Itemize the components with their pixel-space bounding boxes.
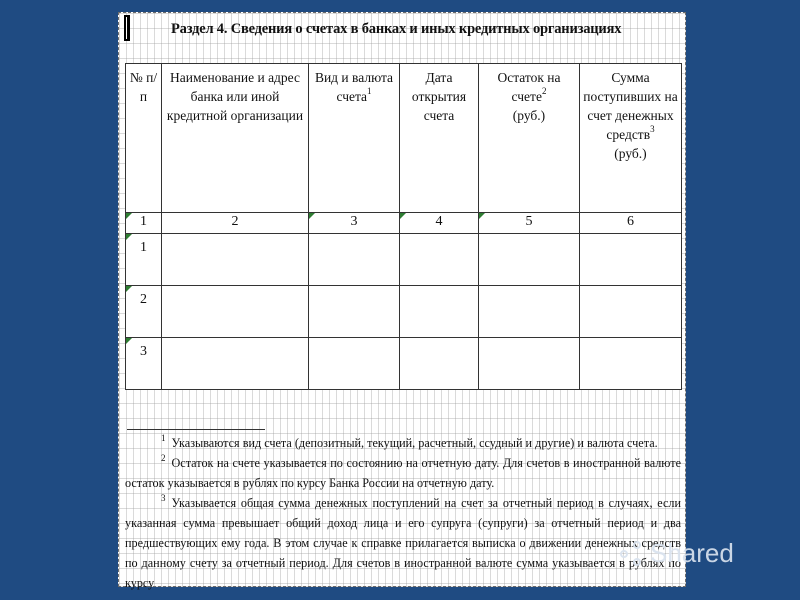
table-header-row (126, 64, 682, 213)
footnote-1: $^1$ Указываются вид счета (депозитный, текущий, расчетный, ссудный и другие) и валюта счета. (161, 433, 658, 450)
cell-cursor-marker (124, 15, 130, 41)
watermark-text: Shared (650, 538, 734, 568)
footnote-divider (127, 429, 265, 430)
footnote-3: $^3$ Указывается общая сумма денежных поступлений на счет за отчетный период в случаях, если указанная сумма превышает общий доход лица и его супруга (супруги) за отчетный период и два предшествующих ему года. В этом случае к справке прилагается выписка о движении денежных средств по данному счету за отчетный период. Для счетов в иностранной валюте сумма указывается в рублях по курсу (125, 493, 681, 590)
footnotes (125, 433, 681, 593)
header-cell-balance: Остаток на счете$^2$ (руб.) (479, 64, 580, 213)
table-cell[interactable] (479, 234, 580, 286)
header-cell-bank: Наименование и адрес банка или иной кредитной организации (162, 64, 309, 213)
table-cell[interactable] (580, 286, 682, 338)
share-icon (620, 541, 646, 567)
table-row (126, 338, 682, 390)
column-number-row (126, 213, 682, 234)
column-number: 6 (580, 213, 682, 234)
table-row (126, 286, 682, 338)
accounts-table (125, 63, 682, 390)
table-cell[interactable] (309, 338, 400, 390)
footnote-2: $^2$ Остаток на счете указывается по состоянию на отчетную дату. Для счетов в иностранной валюте остаток указывается в рублях по курсу Банка России на отчетную дату. (125, 453, 681, 490)
table-cell[interactable] (479, 338, 580, 390)
row-number: 2 (126, 286, 162, 338)
header-cell-received-sum: Сумма поступивших на счет денежных средств$^3$ (руб.) (580, 64, 682, 213)
row-number: 1 (126, 234, 162, 286)
column-number: 1 (126, 213, 162, 234)
column-number: 5 (479, 213, 580, 234)
table-cell[interactable] (162, 234, 309, 286)
table-row (126, 234, 682, 286)
header-cell-account-type: Вид и валюта счета$^1$ (309, 64, 400, 213)
table-cell[interactable] (580, 338, 682, 390)
table-cell[interactable] (580, 234, 682, 286)
header-cell-open-date: Дата открытия счета (400, 64, 479, 213)
table-cell[interactable] (309, 234, 400, 286)
table-cell[interactable] (479, 286, 580, 338)
table-cell[interactable] (162, 286, 309, 338)
table-cell[interactable] (162, 338, 309, 390)
row-number: 3 (126, 338, 162, 390)
table-cell[interactable] (400, 338, 479, 390)
watermark (620, 538, 734, 569)
table-cell[interactable] (309, 286, 400, 338)
table-cell[interactable] (400, 234, 479, 286)
header-cell-number: № п/п (126, 64, 162, 213)
column-number: 3 (309, 213, 400, 234)
document-sheet (118, 12, 686, 590)
section-title: Раздел 4. Сведения о счетах в банках и иных кредитных организациях (171, 21, 622, 37)
column-number: 4 (400, 213, 479, 234)
table-cell[interactable] (400, 286, 479, 338)
column-number: 2 (162, 213, 309, 234)
